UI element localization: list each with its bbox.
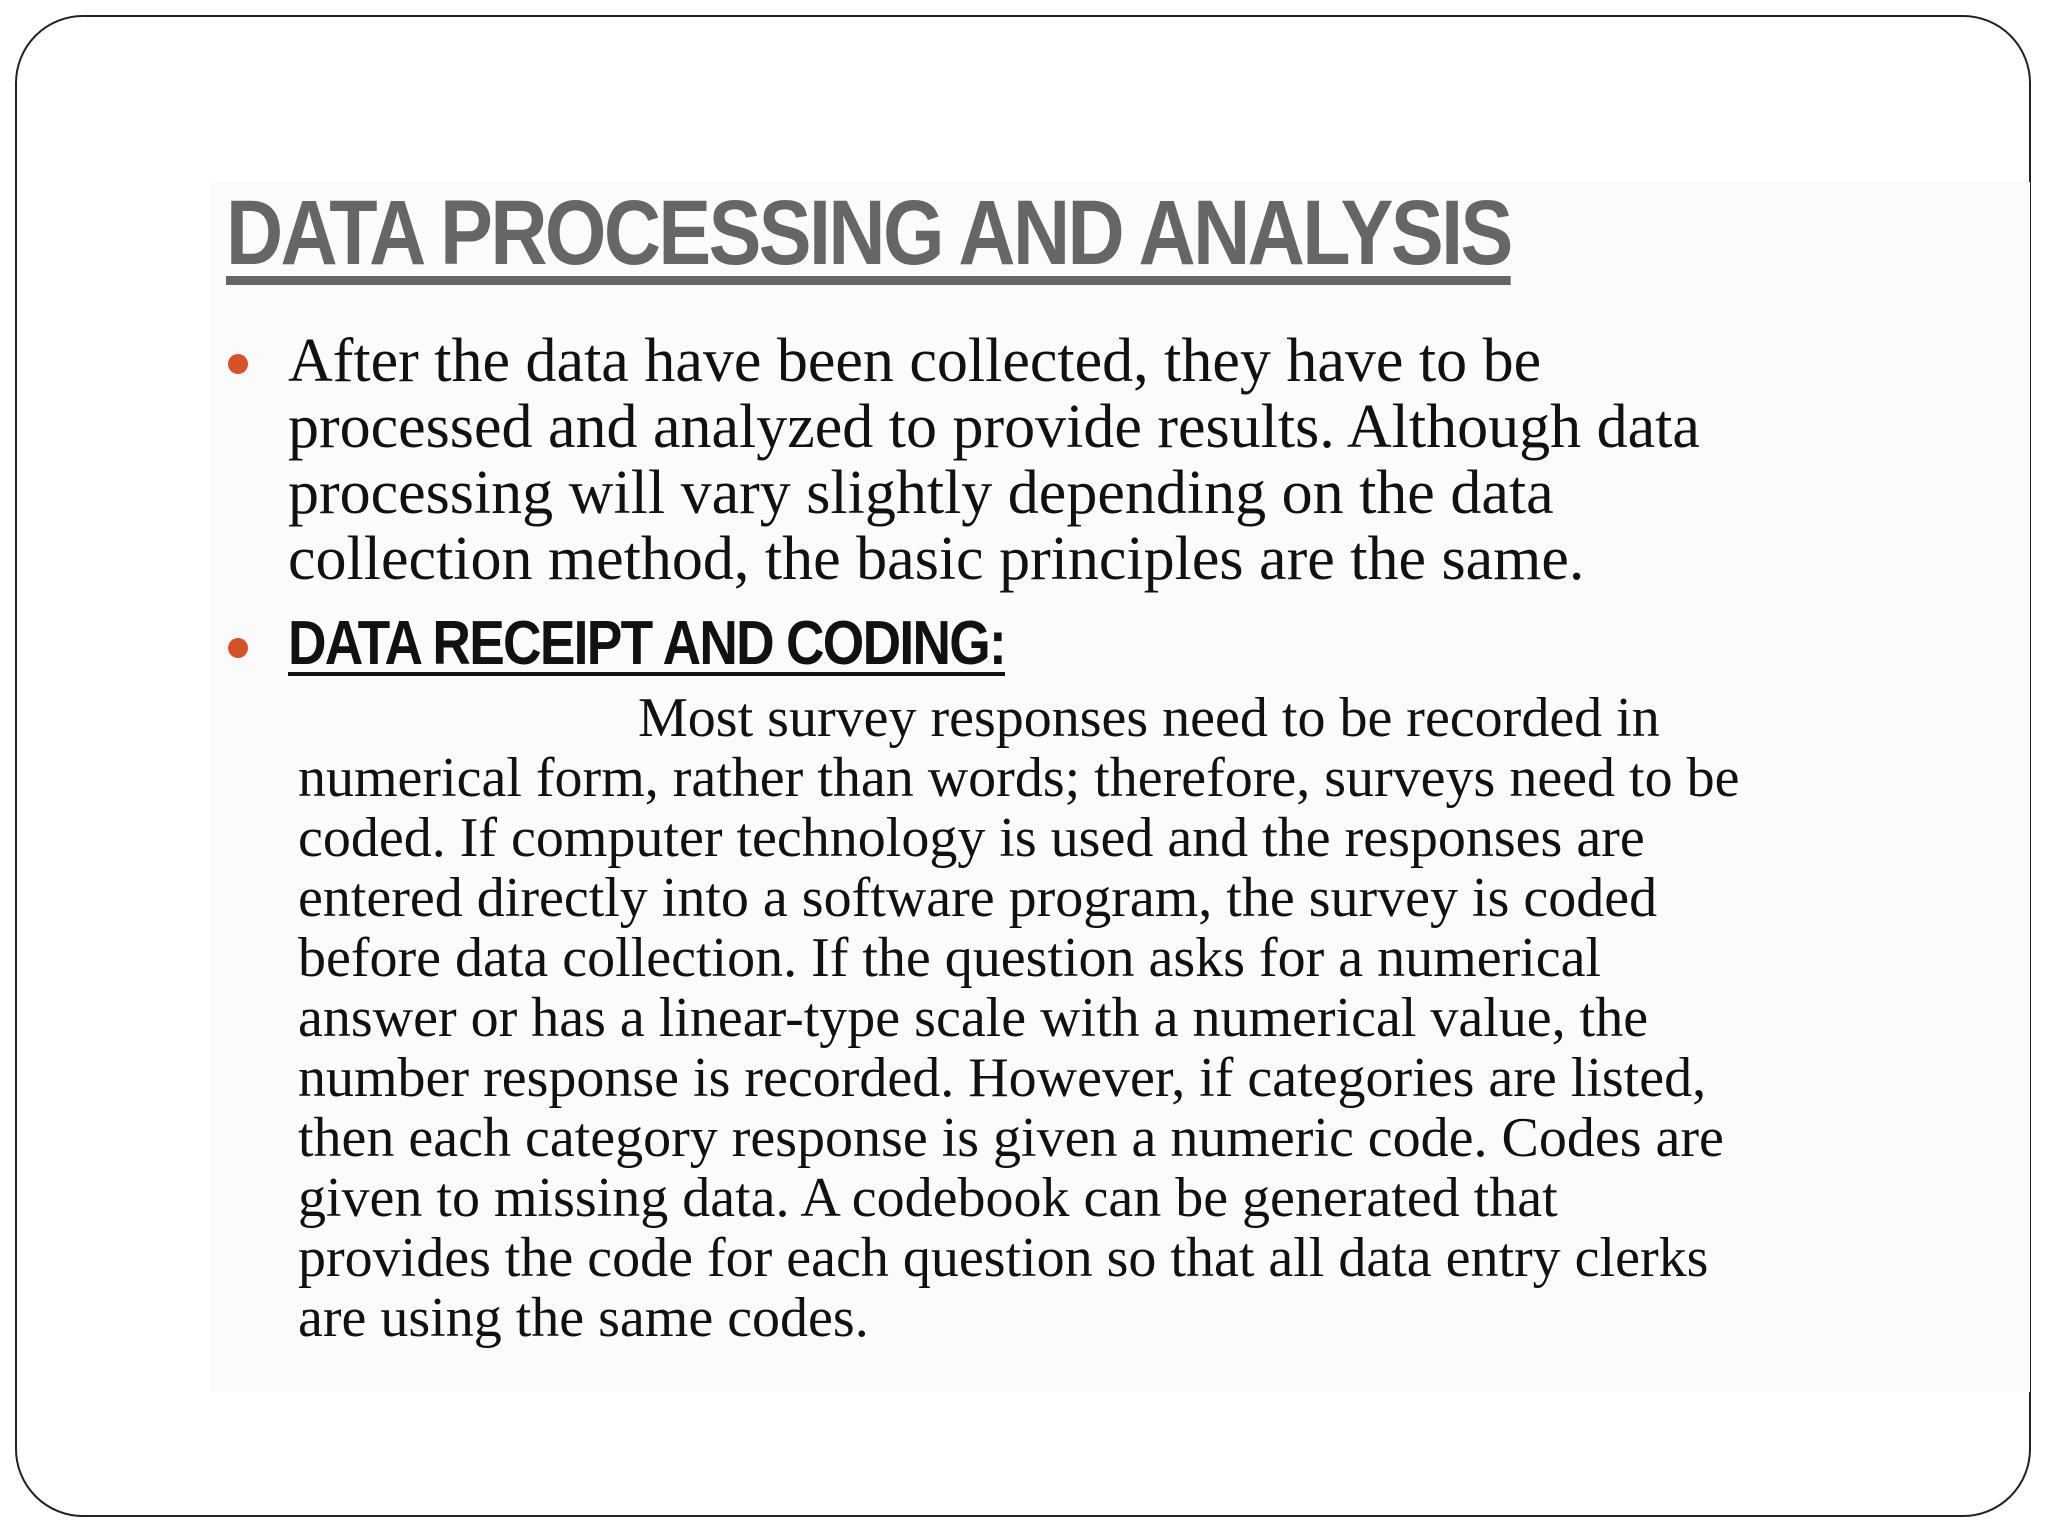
bullet-2-line: are using the same codes. xyxy=(298,1287,869,1349)
bullet-2-line: numerical form, rather than words; therefore, surveys need to be xyxy=(298,747,1740,809)
slide-title: DATA PROCESSING AND ANALYSIS xyxy=(226,182,1511,284)
bullet-2-line: provides the code for each question so that all data entry clerks xyxy=(298,1227,1709,1289)
bullet-2-line: Most survey responses need to be recorded in xyxy=(638,687,1660,749)
bullet-2-line: given to missing data. A codebook can be generated that xyxy=(298,1167,1558,1229)
bullet-2-text xyxy=(298,688,1739,1348)
bullet-2-line: number response is recorded. However, if categories are listed, xyxy=(298,1047,1707,1109)
bullet-2-line: entered directly into a software program, the survey is coded xyxy=(298,867,1658,929)
bullet-1-line: processing will vary slightly depending on the data xyxy=(288,459,1554,527)
bullet-1-line: After the data have been collected, they have to be xyxy=(288,327,1542,395)
bullet-2-line: before data collection. If the question asks for a numerical xyxy=(298,927,1602,989)
section-heading: DATA RECEIPT AND CODING: xyxy=(288,609,1006,678)
bullet-1-text xyxy=(288,328,1700,592)
bullet-1-line: collection method, the basic principles are the same. xyxy=(288,525,1585,593)
bullet-icon xyxy=(228,354,248,374)
bullet-2-line: coded. If computer technology is used and the responses are xyxy=(298,807,1645,869)
bullet-1-line: processed and analyzed to provide results. Although data xyxy=(288,393,1700,461)
bullet-2-line: then each category response is given a numeric code. Codes are xyxy=(298,1107,1724,1169)
bullet-icon xyxy=(228,638,248,658)
bullet-2-line: answer or has a linear-type scale with a numerical value, the xyxy=(298,987,1649,1049)
